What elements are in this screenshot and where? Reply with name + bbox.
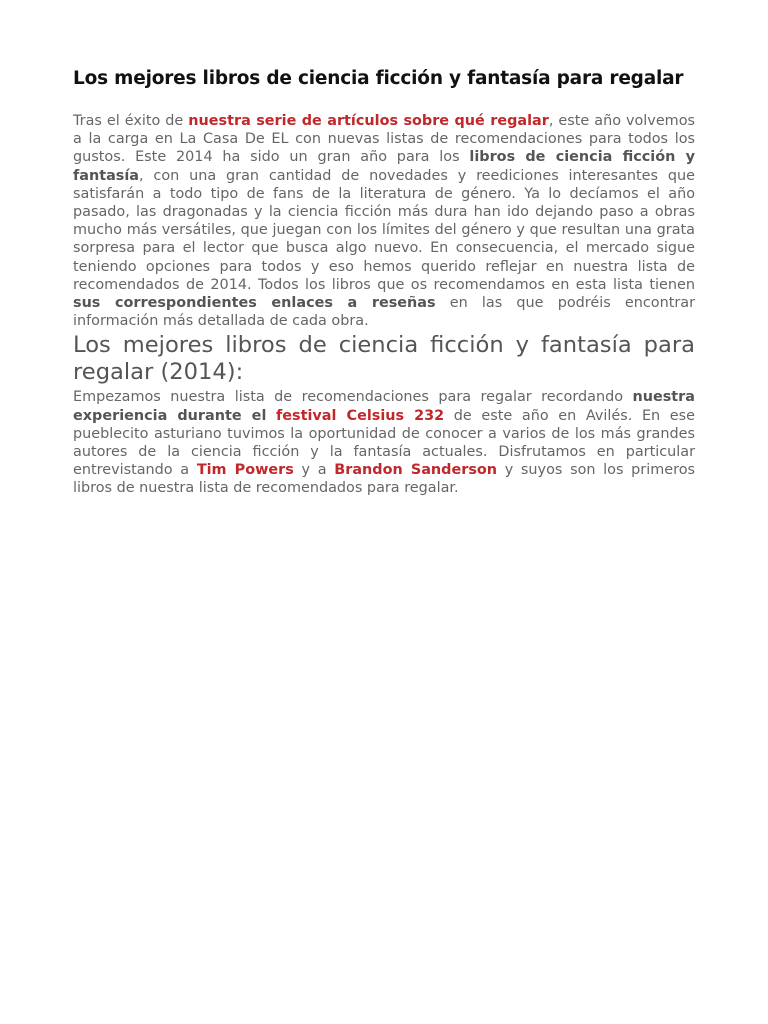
brandon-sanderson-link[interactable]: Brandon Sanderson [334,462,498,479]
festival-link[interactable]: festival Celsius 232 [276,407,445,424]
section-heading: Los mejores libros de ciencia ficción y fantasía para regalar (2014): [73,332,695,386]
intro-text-3: , con una gran cantidad de novedades y reediciones interesantes que satisfarán a todo tipo de fans de la literatura de género. Ya lo decíamos el año pasado, las dragonadas y la ciencia ficción más dura han ido dejando paso a obras mucho más versátiles, que juegan con los límites del género y que resultan una grata sorpresa para el lector que busca algo nuevo. En consecuencia, el mercado sigue teniendo opciones para todos y eso hemos querido reflejar en nuestra lista de recomendados de 2014. Todos los libros que os recomendamos en esta lista tienen [73,167,695,293]
section-text-5: y suyos son los primeros libros de nuestra lista de recomendados para regalar. [73,462,696,497]
genre-bold-text: libros de ciencia ficción y fantasía [73,149,695,184]
intro-text-2: , este año volvemos a la carga en La Casa De EL con nuevas listas de recomendaciones para todos los gustos. Este 2014 ha sido un gran año para los [73,113,695,166]
series-link[interactable]: nuestra serie de artículos sobre qué regalar [188,113,549,129]
intro-text-1: Tras el éxito de [73,113,189,129]
page-title: Los mejores libros de ciencia ficción y fantasía para regalar [73,68,684,89]
tim-powers-link[interactable]: Tim Powers [196,462,294,479]
section-paragraph [73,388,695,497]
experience-bold-text: nuestra experiencia durante el [73,389,695,424]
intro-text-4: en las que podréis encontrar información más detallada de cada obra. [73,295,695,330]
intro-paragraph [73,112,695,330]
section-text-3: de este año en Avilés. En ese pueblecito asturiano tuvimos la oportunidad de conocer a varios de los más grandes autores de la ciencia ficción y la fantasía actuales. Disfrutamos en particular entrevistando a [73,407,695,479]
article [73,66,695,498]
section-text-4: y a [293,462,335,479]
review-links-bold-text: sus correspondientes enlaces a reseñas [73,295,436,312]
section-text-2 [266,408,276,424]
section-text-1: Empezamos nuestra lista de recomendaciones para regalar recordando [73,389,633,406]
